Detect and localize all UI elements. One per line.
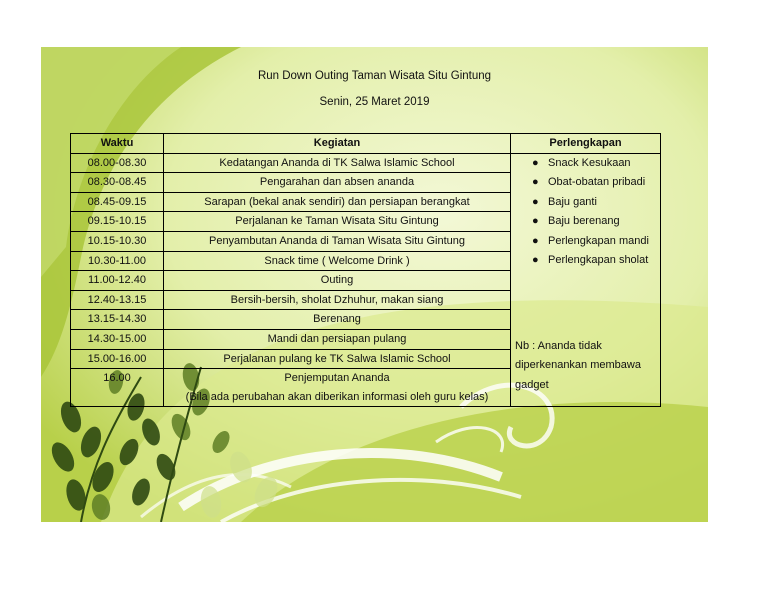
time-cell: 14.30-15.00 — [71, 329, 164, 349]
activity-cell — [164, 369, 511, 407]
activity-text: Penjemputan Ananda — [284, 372, 390, 385]
activity-cell: Pengarahan dan absen ananda — [164, 173, 511, 193]
time-cell: 15.00-16.00 — [71, 349, 164, 369]
list-item — [511, 154, 660, 174]
activity-cell: Bersih-bersih, sholat Dzhuhur, makan siang — [164, 290, 511, 310]
activity-cell: Snack time ( Welcome Drink ) — [164, 251, 511, 271]
equipment-label: Perlengkapan mandi — [548, 234, 649, 247]
time-cell: 09.15-10.15 — [71, 212, 164, 232]
list-item — [511, 251, 660, 271]
list-item — [511, 232, 660, 252]
column-header-perlengkapan: Perlengkapan — [511, 134, 661, 154]
list-item — [511, 212, 660, 232]
document-title: Run Down Outing Taman Wisata Situ Gintung — [257, 70, 492, 82]
column-header-kegiatan: Kegiatan — [164, 134, 511, 154]
equipment-list — [511, 154, 660, 271]
activity-cell: Penyambutan Ananda di Taman Wisata Situ Gintung — [164, 231, 511, 251]
time-cell: 13.15-14.30 — [71, 310, 164, 330]
bullet-icon: ● — [532, 234, 539, 247]
time-cell: 08.00-08.30 — [71, 153, 164, 173]
table-row — [71, 153, 661, 173]
activity-note: (Bila ada perubahan akan diberikan informasi oleh guru kelas) — [185, 390, 489, 403]
equipment-label: Baju berenang — [548, 215, 620, 228]
time-cell: 08.30-08.45 — [71, 173, 164, 193]
time-cell: 08.45-09.15 — [71, 192, 164, 212]
equipment-cell — [511, 153, 661, 407]
time-cell: 16.00 — [71, 369, 164, 407]
bullet-icon: ● — [532, 176, 539, 189]
activity-cell: Perjalanan pulang ke TK Salwa Islamic School — [164, 349, 511, 369]
column-header-waktu: Waktu — [71, 134, 164, 154]
bullet-icon: ● — [532, 195, 539, 208]
time-cell: 12.40-13.15 — [71, 290, 164, 310]
equipment-label: Snack Kesukaan — [548, 156, 631, 169]
equipment-label: Perlengkapan sholat — [548, 254, 649, 267]
activity-cell: Perjalanan ke Taman Wisata Situ Gintung — [164, 212, 511, 232]
document-date: Senin, 25 Maret 2019 — [319, 96, 430, 108]
activity-cell: Outing — [164, 271, 511, 291]
table-header-row — [71, 134, 661, 154]
equipment-label: Obat-obatan pribadi — [548, 176, 646, 189]
activity-cell: Kedatangan Ananda di TK Salwa Islamic School — [164, 153, 511, 173]
activity-cell: Sarapan (bekal anak sendiri) dan persiapan berangkat — [164, 192, 511, 212]
equipment-note: Nb : Ananda tidak diperkenankan membawa gadget — [515, 339, 641, 391]
time-cell: 10.15-10.30 — [71, 231, 164, 251]
activity-cell: Mandi dan persiapan pulang — [164, 329, 511, 349]
time-cell: 11.00-12.40 — [71, 271, 164, 291]
bullet-icon: ● — [532, 156, 539, 169]
schedule-table — [70, 133, 661, 407]
list-item — [511, 173, 660, 193]
equipment-label: Baju ganti — [548, 195, 597, 208]
activity-cell: Berenang — [164, 310, 511, 330]
bullet-icon: ● — [532, 254, 539, 267]
bullet-icon: ● — [532, 215, 539, 228]
time-cell: 10.30-11.00 — [71, 251, 164, 271]
list-item — [511, 193, 660, 213]
